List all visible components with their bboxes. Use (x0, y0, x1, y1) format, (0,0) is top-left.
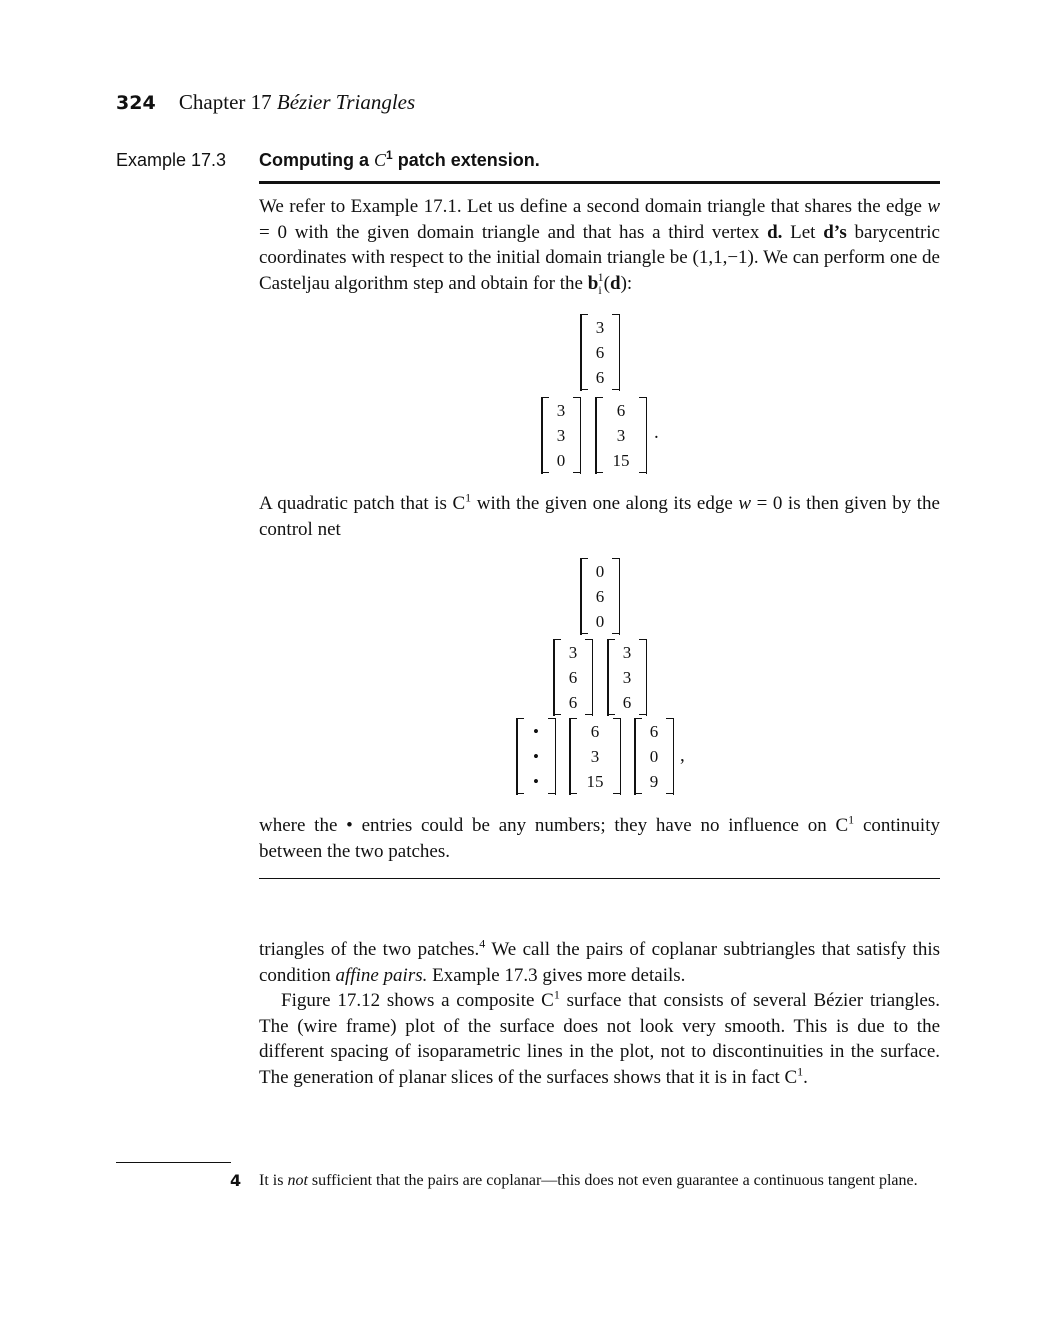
footnote-text: It is not sufficient that the pairs are coplanar—this does not even guarantee a continuous tangent plane. (259, 1172, 918, 1189)
net2-vector-top: 0 6 0 (580, 558, 620, 634)
chapter-title: Bézier Triangles (276, 90, 416, 114)
net1-vector-right: 6 3 15 (595, 397, 647, 473)
page-number: 324 (116, 92, 156, 114)
net2-vector-bot-left: • • • (516, 718, 556, 794)
example-label: Example 17.3 (116, 150, 227, 170)
footnote-number: 4 (230, 1171, 242, 1190)
example-title (259, 150, 540, 171)
body-text (259, 937, 940, 1090)
net1-period: . (654, 422, 659, 443)
example-paragraph-1: We refer to Example 17.1. Let us define a second domain triangle that shares the edge w = 0 with the given domain triangle and that has a third vertex d. Let d’s barycentric coordinates with respect to the initial domain triangle be (1,1,−1). We can perform one de Casteljau algorithm step and obtain for the $b_i^1(d)$: (259, 196, 940, 297)
net2-vector-bot-right: 6 0 9 (634, 718, 674, 794)
example-title-sup: 1 (386, 148, 393, 162)
example-title-text-end: patch extension. (392, 150, 540, 170)
example-paragraph-3: where the • entries could be any numbers; they have no influence on $C^1$ continuity between the two patches. (259, 812, 940, 862)
net2-comma: , (680, 745, 685, 766)
body-paragraph-2: Figure 17.12 shows a composite $C^1$ surface that consists of several Bézier triangles. The (wire frame) plot of the surface does not look very smooth. This is due to the different spacing of isoparametric lines in the plot, not to discontinuities in the surface. The generation of planar slices of the surfaces shows that it is in fact $C^1$. (259, 987, 941, 1088)
net1-vector-top: 3 6 6 (580, 314, 620, 390)
example-title-symbol: C (374, 150, 387, 170)
example-paragraph-2: A quadratic patch that is $C^1$ with the given one along its edge w = 0 is then given by the control net (259, 490, 940, 540)
net2-vector-mid-right: 3 3 6 (607, 639, 647, 715)
chapter-label: Chapter 17 (178, 90, 272, 114)
net1-vector-left: 3 3 0 (541, 397, 581, 473)
example-bottom-rule (259, 878, 940, 879)
example-title-text: Computing a (259, 150, 374, 170)
body-paragraph-1: triangles of the two patches.$^4$ We call the pairs of coplanar subtriangles that satisfy this condition affine pairs. Example 17.3 gives more details. (259, 936, 940, 986)
net2-vector-bot-mid: 6 3 15 (569, 718, 621, 794)
running-header (116, 90, 415, 115)
footnote-rule (116, 1162, 231, 1163)
net2-vector-mid-left: 3 6 6 (553, 639, 593, 715)
footnote-ref[interactable]: 4 (479, 936, 486, 951)
example-top-rule (259, 181, 940, 184)
